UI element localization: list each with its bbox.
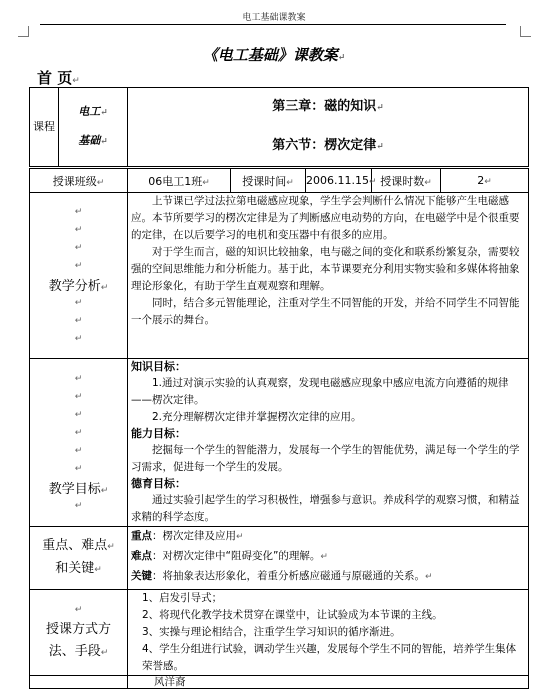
objectives-row (30, 359, 529, 527)
analysis-row (30, 193, 529, 359)
analysis-label-cell[interactable]: ↵ ↵ ↵ ↵ 教学分析↵ ↵ ↵ ↵ (30, 193, 128, 359)
knowledge-item: 1.通过对演示实验的认真观察，发现电磁感应现象中感应电流方向遵循的规律——楞次定律。 (131, 377, 509, 406)
methods-label-cell[interactable]: ↵ 授课方式方 法、手段↵ (30, 590, 128, 676)
header-text: 电工基础课教案 (242, 13, 306, 23)
course-name-cell[interactable]: 电工↵ 基础↵ (59, 88, 128, 168)
chapter-cell[interactable]: 第三章：磁的知识↵ 第六节：楞次定律↵ (128, 88, 529, 168)
analysis-paragraph: 对于学生而言，磁的知识比较抽象，电与磁之间的变化和联系纷繁复杂，需要较强的空间思维能力和分析能力。基于此，本节课要充分利用实物实验和多媒体将抽象理论形象化，有助于学生直观观察和理解。 (131, 246, 520, 292)
ability-title: 能力目标： (131, 427, 186, 440)
analysis-paragraph: 上节课已学过法拉第电磁感应现象，学生学会判断什么情况下能够产生电磁感应。本节所要学习的楞次定律是为了判断感应电动势的方向，在电磁学中是个很重要的定律，在以后要学习的电机和变压器中有很多的应用。 (131, 195, 520, 241)
methods-content-cell[interactable] (128, 590, 529, 676)
method-item: 2、将现代化教学技术贯穿在课堂中，让试验成为本节课的主线。 (142, 609, 443, 621)
hours-label-cell[interactable]: 授课时数↵ (372, 168, 441, 193)
knowledge-item: 2.充分理解楞次定律并掌握楞次定律的应用。 (152, 411, 362, 423)
moral-title: 德育目标： (131, 477, 186, 490)
key-label-cell[interactable]: 重点、难点↵ 和关键↵ (30, 527, 128, 590)
lesson-plan-table (29, 87, 529, 689)
method-item: 1、启发引导式； (142, 592, 223, 604)
ability-text: 挖掘每一个学生的智能潜力，发展每一个学生的智能优势，满足每一个学生的学习需求，促进每一个学生的发展。 (131, 444, 520, 473)
page-header (0, 0, 548, 30)
meta-row (30, 168, 529, 193)
objectives-label-cell[interactable]: ↵ ↵ ↵ ↵ ↵ ↵ 教学目标↵ ↵ (30, 359, 128, 527)
analysis-content-cell[interactable] (128, 193, 529, 359)
difficult-line: 难点：对楞次定律中“阻碍变化”的理解。↵ (131, 550, 328, 562)
objectives-content-cell[interactable] (128, 359, 529, 527)
crop-mark-right (520, 26, 531, 37)
header-rule (40, 24, 506, 25)
course-row (30, 88, 529, 168)
page-label[interactable]: 首 页↵ (37, 69, 80, 87)
time-value-cell[interactable]: 2006.11.15↵ (306, 168, 372, 193)
method-item: 4、学生分组进行试验，调动学生兴趣，发展每个学生不同的智能，培养学生集体荣誉感。 (142, 643, 517, 672)
knowledge-title: 知识目标： (131, 360, 186, 373)
class-value-cell[interactable]: 06电工1班↵ (128, 168, 231, 193)
next-row (30, 676, 529, 689)
document-title[interactable]: 《电工基础》课教案↵ (202, 46, 346, 64)
moral-text: 通过实验引起学生的学习积极性，增强参与意识。养成科学的观察习惯，和精益求精的科学态度。 (131, 494, 520, 523)
key-point-line: 重点：楞次定律及应用↵ (131, 530, 244, 542)
course-label-cell[interactable]: 课程 (30, 88, 59, 168)
key-content-cell[interactable] (128, 527, 529, 590)
hours-value-cell[interactable]: 2↵ (441, 168, 529, 193)
class-label-cell[interactable]: 授课班级↵ (30, 168, 128, 193)
method-item: 3、实操与理论相结合，注重学生学习知识的循序渐进。 (142, 626, 401, 638)
next-content-cell[interactable] (128, 676, 529, 689)
time-label-cell[interactable]: 授课时间↵ (231, 168, 306, 193)
crop-mark-left (18, 26, 29, 37)
crux-line: 关键：将抽象表达形象化，着重分析感应磁通与原磁通的关系。↵ (131, 570, 433, 582)
next-label-cell[interactable] (30, 676, 128, 689)
analysis-paragraph: 同时，结合多元智能理论，注重对学生不同智能的开发，并给不同学生不同智能一个展示的舞台。 (131, 297, 520, 326)
cut-off-text: 风洋裔 (154, 676, 186, 688)
key-row (30, 527, 529, 590)
methods-row (30, 590, 529, 676)
